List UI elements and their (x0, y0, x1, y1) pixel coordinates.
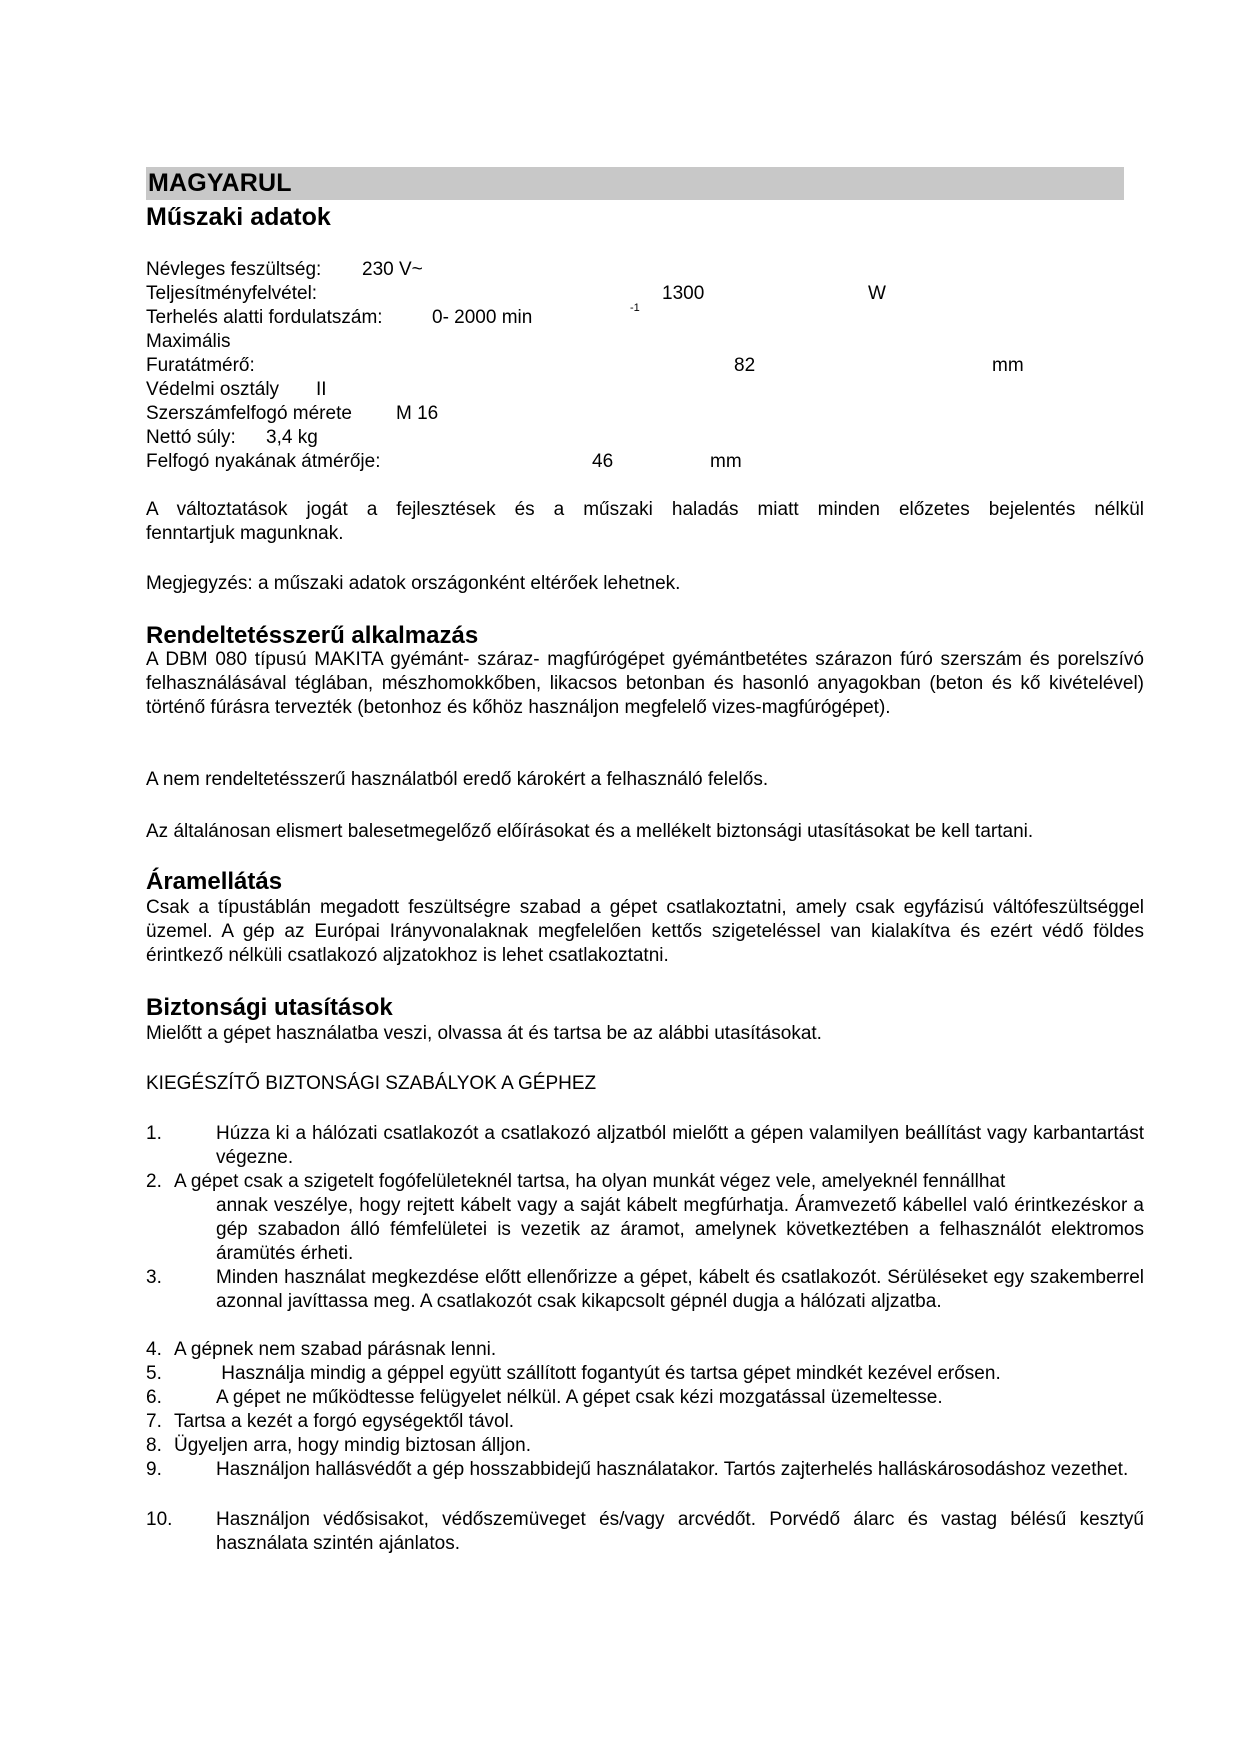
safety-item-number: 2. (146, 1171, 162, 1192)
regulations-note: Az általánosan elismert balesetmegelőző előírásokat és a mellékelt biztonsági utasításokat be kell tartani. (146, 821, 1034, 842)
intended-use-paragraph: A DBM 080 típusú MAKITA gyémánt- száraz- magfúrógépet gyémántbetétes szárazon fúró szerszám és porelszívó felhasználásával téglában, mészhomokkőben, likacsos betonban és hasonló anyagokban (beton és kő kivételével) történő fúrásra tervezték (betonhoz és kőhöz használjon megfelelő vizes-magfúrógépet). (146, 649, 1144, 718)
safety-item-number: 8. (146, 1435, 162, 1456)
safety-item-number: 6. (146, 1387, 162, 1408)
safety-item-number: 1. (146, 1123, 162, 1144)
spec-speed-value: 0- 2000 min (432, 307, 533, 328)
spec-protection-label: Védelmi osztály (146, 379, 280, 400)
spec-diameter-label-1: Maximális (146, 331, 231, 352)
spec-chuck-label: Szerszámfelfogó mérete (146, 403, 352, 424)
spec-power-value: 1300 (662, 283, 705, 304)
power-supply-paragraph: Csak a típustáblán megadott feszültségre szabad a gépet csatlakoztatni, amely csak egyfázisú váltófeszültséggel üzemel. A gép az Európai Irányvonalaknak megfelelően kettős szigeteléssel van kialakítva és ezért védő földes érintkező nélküli csatlakozó aljzatokhoz is lehet csatlakoztatni. (146, 897, 1144, 966)
spec-speed-label: Terhelés alatti fordulatszám: (146, 307, 383, 328)
safety-item-text: Húzza ki a hálózati csatlakozót a csatlakozó aljzatból mielőtt a gépen valamilyen beállítást vagy karbantartást végezne. (216, 1123, 1144, 1168)
safety-item-text: A gépet ne működtesse felügyelet nélkül. A gépet csak kézi mozgatással üzemeltesse. (216, 1387, 943, 1408)
language-title: MAGYARUL (148, 169, 292, 197)
safety-item-number: 10. (146, 1509, 173, 1530)
safety-item-text: Minden használat megkezdése előtt ellenőrizze a gépet, kábelt és csatlakozót. Sérüléseket egy szakemberrel azonnal javíttassa meg. A csatlakozót csak kikapcsolt gépnél dugja a hálózati aljzatba. (216, 1267, 1144, 1312)
country-note: Megjegyzés: a műszaki adatok országonként eltérőek lehetnek. (146, 573, 681, 594)
section-title-intended-use: Rendeltetésszerű alkalmazás (146, 622, 479, 649)
safety-item-text: Használjon védősisakot, védőszemüveget és/vagy arcvédőt. Porvédő álarc és vastag bélésű kesztyű használata szintén ajánlatos. (216, 1509, 1144, 1554)
liability-note: A nem rendeltetésszerű használatból eredő károkért a felhasználó felelős. (146, 769, 769, 790)
spec-diameter-unit: mm (992, 355, 1024, 376)
spec-neck-value: 46 (592, 451, 614, 472)
safety-item-text: A gépnek nem szabad párásnak lenni. (174, 1339, 497, 1360)
safety-item-text: Ügyeljen arra, hogy mindig biztosan álljon. (174, 1435, 531, 1456)
safety-item-text-first: A gépet csak a szigetelt fogófelületeknél tartsa, ha olyan munkát végez vele, amelyeknél fennállhat (174, 1171, 1006, 1192)
spec-neck-label: Felfogó nyakának átmérője: (146, 451, 381, 472)
changes-note-line2: fenntartjuk magunknak. (146, 523, 344, 544)
spec-voltage-label: Névleges feszültség: (146, 259, 322, 280)
safety-item-text: Használja mindig a géppel együtt szállított fogantyút és tartsa gépet mindkét kezével erősen. (216, 1363, 1001, 1384)
spec-weight-value: 3,4 kg (266, 427, 318, 448)
spec-protection-value: II (316, 379, 327, 400)
safety-item-number: 7. (146, 1411, 162, 1432)
safety-item-number: 5. (146, 1363, 162, 1384)
safety-subtitle: KIEGÉSZÍTŐ BIZTONSÁGI SZABÁLYOK A GÉPHEZ (146, 1073, 597, 1094)
spec-power-unit: W (868, 283, 886, 304)
section-title-technical-data: Műszaki adatok (146, 203, 331, 231)
safety-item-number: 3. (146, 1267, 162, 1288)
safety-item-text: Tartsa a kezét a forgó egységektől távol. (174, 1411, 515, 1432)
safety-item-text-rest: annak veszélye, hogy rejtett kábelt vagy a saját kábelt megfúrhatja. Áramvezető kábellel való érintkezéskor a gép szabadon álló fémfelületei is vezetik az áramot, amelynek következtében a felhasználót elektromos áramütés érheti. (216, 1195, 1144, 1264)
changes-note-line1: A változtatások jogát a fejlesztések és a műszaki haladás miatt minden előzetes bejelentés nélkül (146, 499, 1144, 520)
spec-neck-unit: mm (710, 451, 742, 472)
spec-diameter-label-2: Furatátmérő: (146, 355, 255, 376)
spec-diameter-value: 82 (734, 355, 756, 376)
spec-chuck-value: M 16 (396, 403, 439, 424)
spec-weight-label: Nettó súly: (146, 427, 236, 448)
spec-speed-exponent: -1 (630, 302, 640, 314)
section-title-safety: Biztonsági utasítások (146, 994, 393, 1021)
safety-intro: Mielőtt a gépet használatba veszi, olvassa át és tartsa be az alábbi utasításokat. (146, 1023, 822, 1044)
language-header-bar (146, 167, 1124, 200)
safety-item-text: Használjon hallásvédőt a gép hosszabbidejű használatakor. Tartós zajterhelés halláskárosodáshoz vezethet. (216, 1459, 1129, 1480)
spec-voltage-value: 230 V~ (362, 259, 423, 280)
safety-item-number: 9. (146, 1459, 162, 1480)
safety-item-number: 4. (146, 1339, 162, 1360)
spec-power-label: Teljesítményfelvétel: (146, 283, 318, 304)
section-title-power-supply: Áramellátás (146, 868, 283, 895)
